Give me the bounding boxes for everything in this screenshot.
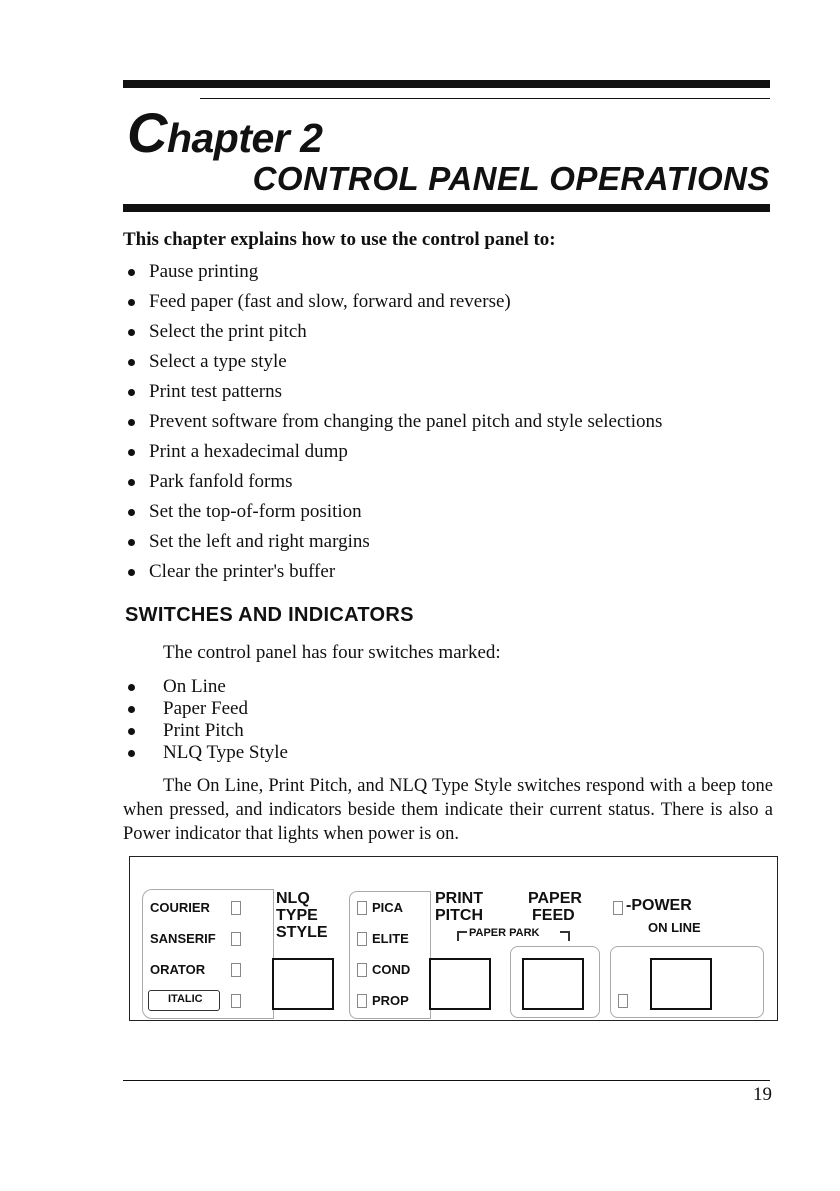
elite-indicator-led xyxy=(357,932,367,946)
footer-rule xyxy=(123,1080,770,1081)
list-item: Feed paper (fast and slow, forward and reverse) xyxy=(127,287,662,317)
list-item: NLQ Type Style xyxy=(127,742,288,764)
list-item: On Line xyxy=(127,676,288,698)
paper-park-bracket-right xyxy=(568,931,570,941)
list-item: Prevent software from changing the panel pitch and style selections xyxy=(127,407,662,437)
italic-indicator-led xyxy=(231,994,241,1008)
list-item: Pause printing xyxy=(127,257,662,287)
list-item: Park fanfold forms xyxy=(127,467,662,497)
list-item: Print test patterns xyxy=(127,377,662,407)
orator-indicator-led xyxy=(231,963,241,977)
on-line-label: ON LINE xyxy=(648,920,701,935)
body-paragraph: The On Line, Print Pitch, and NLQ Type Style switches respond with a beep tone when pressed, and indicators beside them indicate their current status. There is also a Power indicator that lights when power is on. xyxy=(123,776,773,844)
pitch-label-prop: PROP xyxy=(372,993,409,1008)
list-item: Paper Feed xyxy=(127,698,288,720)
nlq-label: NLQ xyxy=(276,890,310,907)
paper-feed-switch[interactable] xyxy=(522,958,584,1010)
pica-indicator-led xyxy=(357,901,367,915)
font-label-italic: ITALIC xyxy=(168,993,203,1005)
power-indicator-led xyxy=(613,901,623,915)
list-item: Set the top-of-form position xyxy=(127,497,662,527)
paper-park-label: PAPER PARK xyxy=(469,927,540,939)
top-thin-rule xyxy=(200,98,770,99)
pitch-label: PITCH xyxy=(435,907,483,924)
intro-list xyxy=(127,257,662,587)
power-label: -POWER xyxy=(626,897,692,914)
feed-label: FEED xyxy=(532,907,575,924)
type-label: TYPE xyxy=(276,907,318,924)
style-label: STYLE xyxy=(276,924,328,941)
paper-label: PAPER xyxy=(528,890,582,907)
print-pitch-switch[interactable] xyxy=(429,958,491,1010)
font-label-orator: ORATOR xyxy=(150,962,206,977)
sanserif-indicator-led xyxy=(231,932,241,946)
chapter-title xyxy=(127,100,322,165)
print-label: PRINT xyxy=(435,890,483,907)
page-number: 19 xyxy=(753,1084,772,1105)
font-label-sanserif: SANSERIF xyxy=(150,931,216,946)
list-item: Set the left and right margins xyxy=(127,527,662,557)
list-item: Clear the printer's buffer xyxy=(127,557,662,587)
list-item: Select the print pitch xyxy=(127,317,662,347)
prop-indicator-led xyxy=(357,994,367,1008)
list-item: Print a hexadecimal dump xyxy=(127,437,662,467)
chapter-initial: C xyxy=(127,101,167,164)
list-item: Print Pitch xyxy=(127,720,288,742)
chapter-subtitle: CONTROL PANEL OPERATIONS xyxy=(252,160,770,197)
pitch-label-pica: PICA xyxy=(372,900,404,915)
section-heading: SWITCHES AND INDICATORS xyxy=(125,604,414,626)
cond-indicator-led xyxy=(357,963,367,977)
intro-lead: This chapter explains how to use the control panel to: xyxy=(123,229,556,250)
courier-indicator-led xyxy=(231,901,241,915)
on-line-indicator-led xyxy=(618,994,628,1008)
switch-list xyxy=(127,676,288,764)
list-item: Select a type style xyxy=(127,347,662,377)
section-lead: The control panel has four switches marked: xyxy=(163,642,501,663)
paper-park-bracket-top-left xyxy=(457,931,467,933)
on-line-switch[interactable] xyxy=(650,958,712,1010)
nlq-type-style-switch[interactable] xyxy=(272,958,334,1010)
pitch-label-elite: ELITE xyxy=(372,931,409,946)
subtitle-rule xyxy=(123,204,770,212)
pitch-label-cond: COND xyxy=(372,962,411,977)
chapter-title-rest: hapter 2 xyxy=(166,115,323,161)
top-thick-rule xyxy=(123,80,770,88)
font-label-courier: COURIER xyxy=(150,900,210,915)
